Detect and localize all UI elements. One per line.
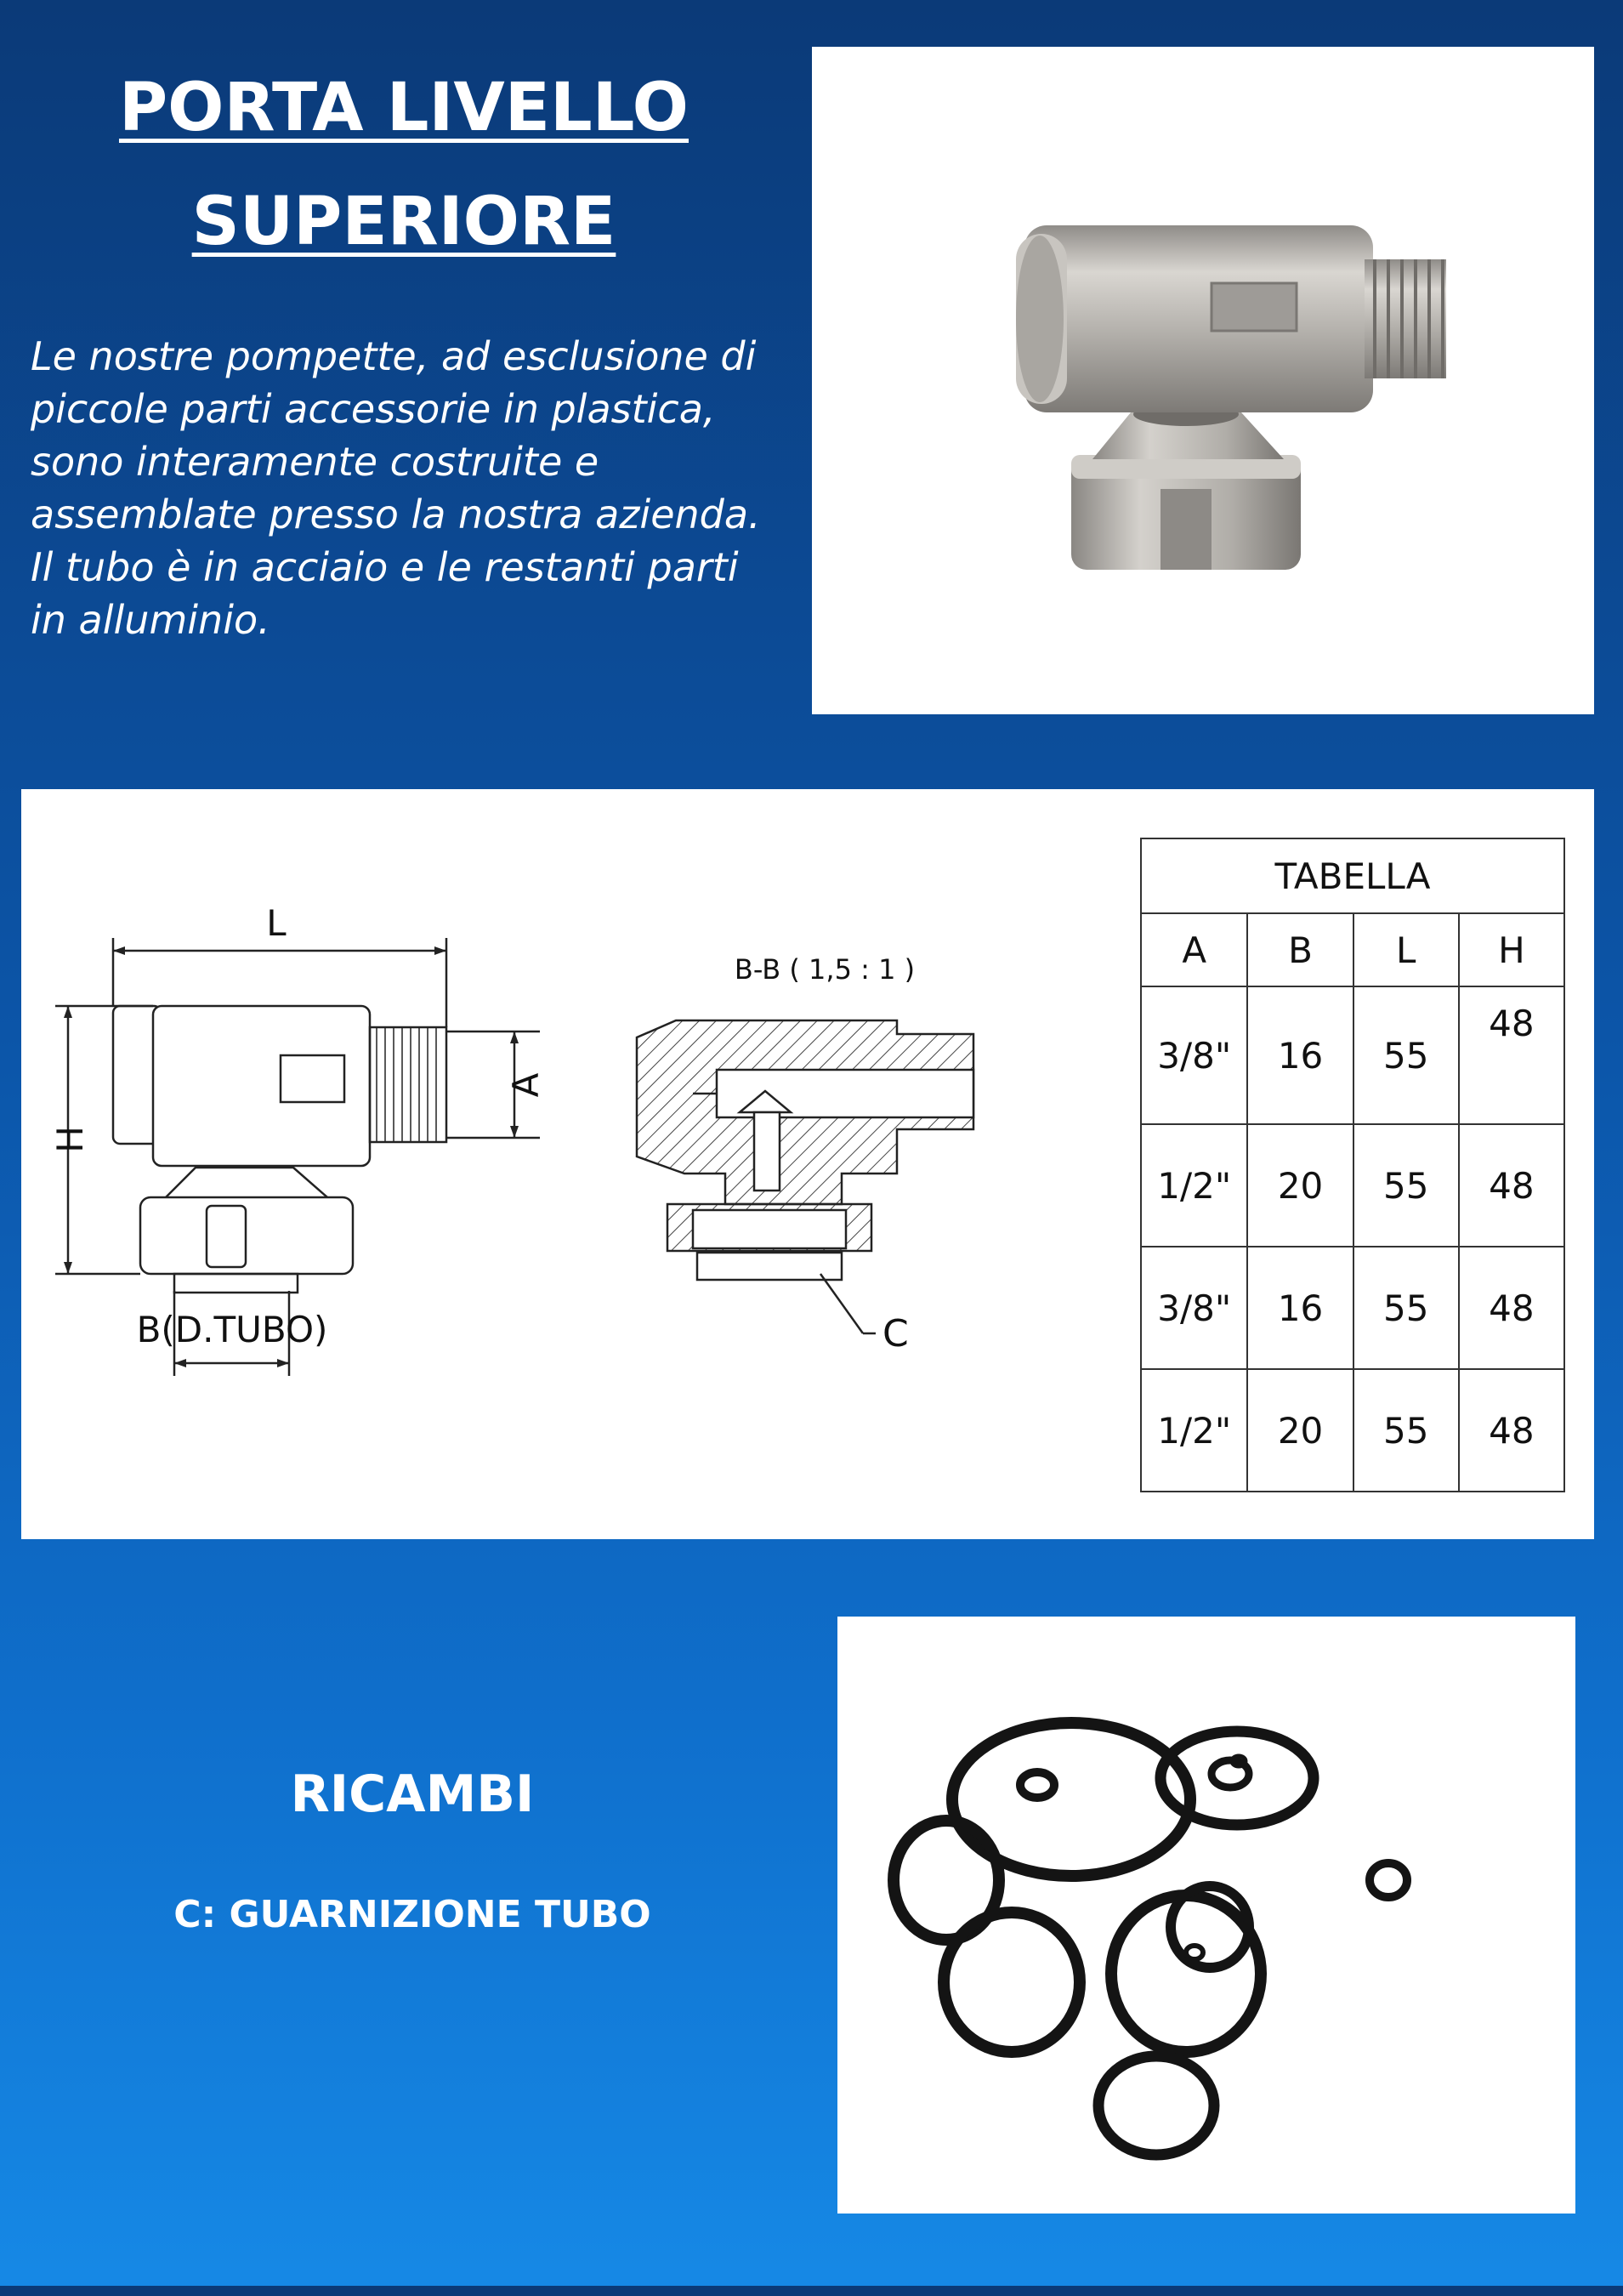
table-cell: 16 <box>1247 986 1353 1124</box>
table-header: B <box>1247 913 1353 986</box>
orings-illustration <box>837 1617 1575 2214</box>
table-cell: 1/2" <box>1141 1369 1247 1492</box>
table-cell: 48 <box>1459 1124 1564 1247</box>
bottom-bar <box>0 2286 1623 2296</box>
title-line-1: PORTA LIVELLO <box>118 70 689 146</box>
table-cell: 20 <box>1247 1369 1353 1492</box>
table-cell: 55 <box>1353 1247 1459 1369</box>
table-caption: TABELLA <box>1141 838 1564 913</box>
table-cell: 20 <box>1247 1124 1353 1247</box>
table-row <box>1141 1124 1564 1247</box>
ricambi-item: C: GUARNIZIONE TUBO <box>173 1893 651 1936</box>
label-C: C <box>882 1312 909 1355</box>
table-row <box>1141 1247 1564 1369</box>
fitting-illustration <box>812 47 1594 714</box>
spec-table <box>1140 838 1565 1492</box>
intro-text: Le nostre pompette, ad esclusione di piccole parti accessorie in plastica, sono interamente costruite e assemblate presso la nostra azienda. Il tubo è in acciaio e le restanti parti in alluminio. <box>31 333 761 643</box>
table-cell: 48 <box>1459 986 1564 1124</box>
table-header: L <box>1353 913 1459 986</box>
product-photo <box>812 47 1594 714</box>
label-H: H <box>49 1126 91 1153</box>
table-cell: 55 <box>1353 986 1459 1124</box>
table-cell: 55 <box>1353 1369 1459 1492</box>
label-A: A <box>505 1072 547 1098</box>
table-cell: 48 <box>1459 1369 1564 1492</box>
label-B: B(D.TUBO) <box>136 1309 328 1350</box>
table-cell: 3/8" <box>1141 986 1247 1124</box>
technical-drawing <box>21 789 1126 1539</box>
orings-photo <box>837 1617 1575 2214</box>
table-header: A <box>1141 913 1247 986</box>
ricambi-title: RICAMBI <box>290 1765 535 1824</box>
table-cell: 3/8" <box>1141 1247 1247 1369</box>
table-cell: 48 <box>1459 1247 1564 1369</box>
table-row <box>1141 1369 1564 1492</box>
table-cell: 1/2" <box>1141 1124 1247 1247</box>
title-line-2: SUPERIORE <box>191 184 616 260</box>
section-label: B-B ( 1,5 : 1 ) <box>734 953 916 986</box>
page-title <box>34 51 774 279</box>
table-cell: 16 <box>1247 1247 1353 1369</box>
table-header: H <box>1459 913 1564 986</box>
label-L: L <box>266 902 287 944</box>
table-cell: 55 <box>1353 1124 1459 1247</box>
table-row <box>1141 986 1564 1124</box>
